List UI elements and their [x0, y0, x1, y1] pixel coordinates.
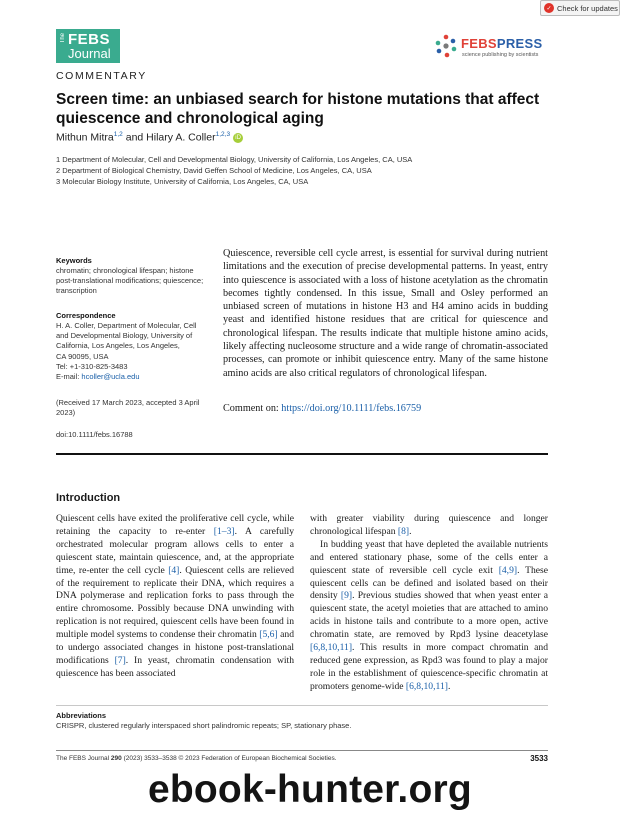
citation-link[interactable]: [9] [340, 590, 353, 602]
comment-on-link[interactable]: https://doi.org/10.1111/febs.16759 [281, 403, 422, 414]
febs-press-name: FEBSPRESS [461, 36, 543, 51]
affiliation-3: 3 Molecular Biology Institute, University of California, Los Angeles, CA, USA [56, 177, 309, 186]
intro-paragraph: with greater viability during quiescence and longer chronological lifespan [8]. [310, 513, 548, 537]
check-for-updates-label: Check for updates [557, 3, 618, 13]
logo-febs: FEBS [68, 31, 111, 48]
keywords-heading: Keywords [56, 256, 92, 265]
citation-link[interactable]: [5,6] [259, 629, 278, 641]
citation-link[interactable]: [4] [168, 564, 180, 576]
introduction-heading: Introduction [56, 492, 121, 504]
correspondence-heading: Correspondence [56, 311, 116, 320]
abbreviations-divider [56, 705, 548, 706]
orcid-icon[interactable]: iD [233, 133, 243, 143]
logo-journal: Journal [68, 46, 111, 61]
check-for-updates-button[interactable] [540, 0, 620, 16]
febs-press-logo [433, 33, 553, 63]
footer-divider [56, 750, 548, 751]
intro-left-column [56, 513, 294, 681]
comment-on: Comment on: https://doi.org/10.1111/febs.16759 [223, 403, 422, 414]
author-affiliation-sup[interactable]: 1,2,3 [215, 131, 231, 138]
intro-right-column [310, 513, 548, 694]
doi: doi:10.1111/febs.16788 [56, 430, 133, 439]
watermark: ebook-hunter.org [148, 768, 472, 811]
email-link[interactable]: hcoller@ucla.edu [81, 372, 140, 382]
article-type: COMMENTARY [56, 70, 147, 82]
febs-journal-logo [56, 29, 120, 63]
update-icon: ✓ [544, 3, 554, 13]
citation-link[interactable]: [4,9] [498, 564, 518, 576]
section-divider [56, 453, 548, 455]
article-title: Screen time: an unbiased search for histone mutations that affect quiescence and chronological aging [56, 91, 540, 127]
citation-link[interactable]: [7] [114, 654, 126, 666]
author-affiliation-sup[interactable]: 1,2 [113, 131, 123, 138]
page-number: 3533 [530, 754, 548, 763]
abstract: Quiescence, reversible cell cycle arrest, is essential for survival during nutrient limitations and the execution of precise developmental patterns. In yeast, entry into quiescence is associated with a loss of histone acetylation as the chromatin becomes tightly condensed. In this issue, Small and Osley performed an unbiased screen of mutations in histone H3 and H4 amino acids in budding yeast and identified histone residues that are critical for quiescence and chronological lifespan. The results indicate that multiple histone amino acids, likely affecting nucleosome structure and a wide range of chromatin-associated processes, can promote or inhibit quiescence entry. Many of the same histone amino acids are also critical regulators of chronological lifespan. [223, 248, 548, 379]
abbreviations-text: CRISPR, clustered regularly interspaced short palindromic repeats; SP, stationary phase. [56, 721, 352, 730]
intro-paragraph: Quiescent cells have exited the proliferative cell cycle, while retaining the capacity to re-enter [1–3]. A carefully orchestrated molecular program allows cells to enter a quiescent state, maintain quiescence, and, at the appropriate time, re-enter the cell cycle [4]. Quiescent cells are relieved of the requirement to replicate their DNA, which requires a DNA polymerase and replication forks to pass through the entire chromosome. Possibly because DNA unwinding with replication is not required, quiescent cells have been found in multiple model systems to condense their chromatin [5,6] and to undergo associated changes in histone post-translational modifications [7]. In yeast, chromatin condensation with quiescence has been associated [56, 513, 295, 679]
author-name[interactable]: Hilary A. Coller [146, 131, 216, 144]
citation-link[interactable]: [6,8,10,11] [405, 680, 448, 692]
footer-citation: The FEBS Journal 290 (2023) 3533–3538 © 2023 Federation of European Biochemical Societies. [56, 755, 337, 762]
received-dates: (Received 17 March 2023, accepted 3 April 2023) [56, 398, 200, 418]
keywords-text: chromatin; chronological lifespan; histone post-translational modifications; quiescence; transcription [56, 266, 204, 296]
febs-press-tagline: science publishing by scientists [462, 52, 539, 58]
correspondence-text: H. A. Coller, Department of Molecular, Cell and Developmental Biology, University of California, Los Angeles, Los Angeles, CA 90095, USA Tel: +1-310-825-3483 E-mail: hcoller@ucla.edu [56, 321, 197, 382]
febs-press-dots-icon [433, 33, 459, 59]
citation-link[interactable]: [1–3] [213, 525, 235, 537]
affiliation-2: 2 Department of Biological Chemistry, David Geffen School of Medicine, Los Angeles, CA, USA [56, 166, 372, 175]
intro-paragraph: In budding yeast that have depleted the available nutrients and entered stationary phase, some of the cells enter a quiescent state of reversible cell cycle exit [4,9]. These quiescent cells can be defined and isolated based on their density [9]. Previous studies showed that when yeast enter a quiescent state, the acetyl moieties that are attached to amino acids in histone tails and contribute to a more open, active chromatin state, are removed by Rpd3 lysine deacetylase [6,8,10,11]. This results in more compact chromatin and reduced gene expression, as Rpd3 was found to play a major role in the establishment of quiescence-specific chromatin at promoters genome-wide [6,8,10,11]. [310, 538, 549, 692]
citation-link[interactable]: [8] [397, 525, 410, 537]
author-name[interactable]: Mithun Mitra [56, 131, 114, 144]
logo-the: The [60, 33, 66, 44]
affiliation-1: 1 Department of Molecular, Cell and Developmental Biology, University of California, Los Angeles, CA, USA [56, 155, 413, 164]
author-list: Mithun Mitra$^{1,2}$ and Hilary A. Coller$^{1,2,3}$ iD [56, 131, 243, 144]
citation-link[interactable]: [6,8,10,11] [310, 642, 353, 654]
abbreviations-heading: Abbreviations [56, 711, 107, 720]
